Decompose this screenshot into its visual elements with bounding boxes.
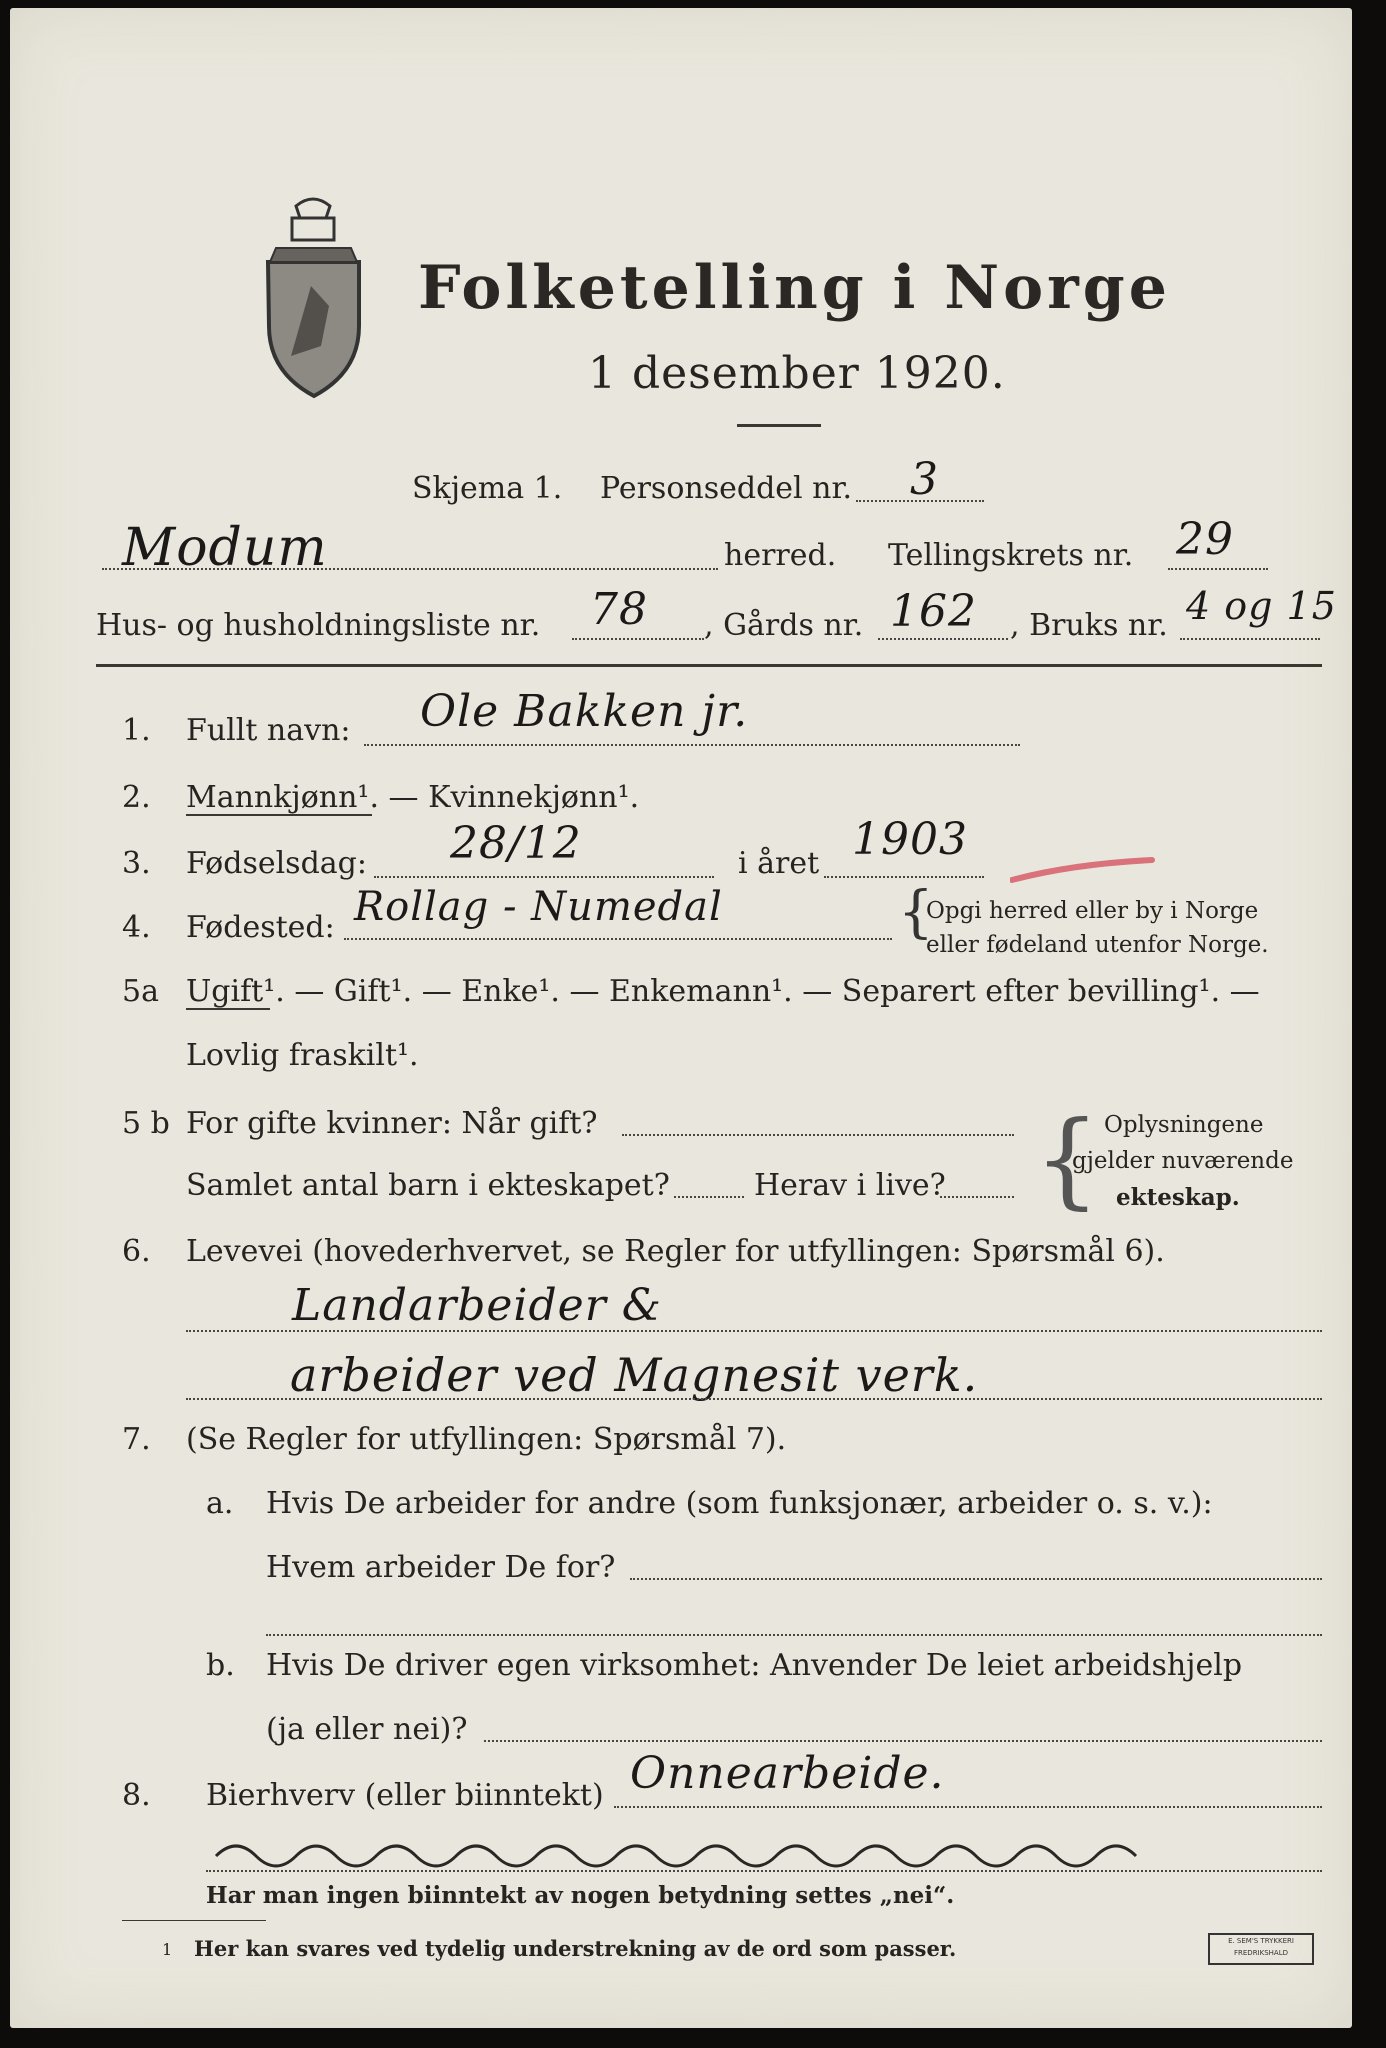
q8-label: Bierhverv (eller biinntekt): [206, 1778, 604, 1813]
husholdningsliste-label: Hus- og husholdningsliste nr.: [96, 608, 541, 643]
norway-coat-of-arms-icon: [256, 196, 371, 411]
q7a-line-1: Hvis De arbeider for andre (som funksjonær, arbeider o. s. v.):: [266, 1486, 1213, 1521]
q5b-number: 5 b: [122, 1106, 170, 1141]
marital-status-underline: [186, 1008, 270, 1010]
q5b-alive-label: Herav i live?: [754, 1168, 946, 1203]
herred-value: Modum: [122, 518, 328, 578]
gards-value: 162: [890, 586, 977, 637]
birthplace-value: Rollag - Numedal: [354, 884, 723, 930]
bruks-value: 4 og 15: [1186, 584, 1337, 628]
footnote-marker: 1: [162, 1940, 173, 1959]
q7b-letter: b.: [206, 1648, 235, 1683]
q5b-note-2: gjelder nuværende: [1072, 1148, 1294, 1174]
q5b-married-when-label: For gifte kvinner: Når gift?: [186, 1106, 598, 1141]
footnote-text: Her kan svares ved tydelig understrekning av de ord som passer.: [194, 1936, 957, 1961]
q7a-letter: a.: [206, 1486, 234, 1521]
q1-label: Fullt navn:: [186, 713, 351, 748]
birth-day-value: 28/12: [450, 818, 582, 869]
census-form-page: Folketelling i Norge 1 desember 1920. Skjema 1. Personseddel nr. 3 Modum herred. Tellingskrets nr. 29 Hus- og husholdningsliste nr. 78 , Gårds nr. 162 , Bruks nr. 4 og 15 1. Fullt navn: Ole Bakken jr. 2. Mannkjønn¹. — Kvinnekjønn¹. 3. Fødselsdag: 28/12 i året 1903 4. Fødested: Rollag - Numedal { Opgi herred eller by i Norge eller fødeland utenfor Norge. 5a Ugift¹. — Gift¹. — Enke¹. — Enkemann¹. — Separert efter bevilling¹. — Lovlig fraskilt¹. 5 b For gifte kvinner: Når gift? Samlet antal barn i ekteskapet? Herav i live? { Oplysningene gjelder nuværende ekteskap. 6. Levevei (hovederhvervet, se Regler for utfyllingen: Spørsmål 6). Landarbeider & arbeider ved Magnesit verk. 7. (Se Regler for utfyllingen: Spørsmål 7). a. Hvis De arbeider for andre (som funksjonær, arbeider o. s. v.): Hvem arbeider De for? b. Hvis De driver egen virksomhet: Anvender De leiet arbeidshjelp (ja eller nei)? 8. Bierhverv (eller biinntekt) Onnearbeide. Har man ingen biinntekt av nogen betydning settes „nei“. 1 Her kan svares ved tydelig understrekning av de ord som passer. E. SEM'S TRYKKERI FREDRIKSHALD: [10, 8, 1352, 2028]
q7a-line-2: Hvem arbeider De for?: [266, 1550, 616, 1585]
side-income-value: Onnearbeide.: [630, 1748, 945, 1799]
q5b-note-1: Oplysningene: [1104, 1112, 1264, 1138]
q2-number: 2.: [122, 780, 151, 815]
gender-underline: [186, 814, 372, 816]
bruks-label: , Bruks nr.: [1010, 608, 1168, 643]
q3-number: 3.: [122, 846, 151, 881]
title-rule: [737, 424, 821, 427]
q5b-children-label: Samlet antal barn i ekteskapet?: [186, 1168, 670, 1203]
header-divider: [96, 664, 1322, 667]
year-label: i året: [738, 846, 820, 881]
q5b-note-3: ekteskap.: [1116, 1184, 1240, 1211]
census-date: 1 desember 1920.: [588, 348, 1006, 399]
herred-label: herred.: [724, 538, 837, 573]
q7b-line-1: Hvis De driver egen virksomhet: Anvender De leiet arbeidshjelp: [266, 1648, 1243, 1683]
gender-options: Mannkjønn¹. — Kvinnekjønn¹.: [186, 780, 640, 815]
q8-number: 8.: [122, 1778, 151, 1813]
personseddel-label: Personseddel nr.: [600, 471, 853, 506]
side-income-note: Har man ingen biinntekt av nogen betydning settes „nei“.: [206, 1882, 955, 1909]
q7b-line-2: (ja eller nei)?: [266, 1712, 468, 1747]
tellingskrets-label: Tellingskrets nr.: [888, 538, 1134, 573]
q4-label: Fødested:: [186, 910, 335, 945]
q7-number: 7.: [122, 1422, 151, 1457]
q6-label: Levevei (hovederhvervet, se Regler for utfyllingen: Spørsmål 6).: [186, 1234, 1165, 1269]
q3-label: Fødselsdag:: [186, 846, 367, 881]
red-pencil-mark: [1010, 856, 1160, 886]
birthplace-note-2: eller fødeland utenfor Norge.: [926, 932, 1269, 958]
full-name-value: Ole Bakken jr.: [420, 686, 749, 737]
birthplace-note-1: Opgi herred eller by i Norge: [926, 898, 1259, 924]
gards-label: , Gårds nr.: [704, 608, 864, 643]
marital-status-options: Ugift¹. — Gift¹. — Enke¹. — Enkemann¹. — Separert efter bevilling¹. —: [186, 974, 1260, 1009]
q6-number: 6.: [122, 1234, 151, 1269]
occupation-value-2: arbeider ved Magnesit verk.: [290, 1348, 979, 1402]
husholdningsliste-value: 78: [590, 584, 648, 635]
marital-status-options-2: Lovlig fraskilt¹.: [186, 1038, 419, 1073]
birth-year-value: 1903: [852, 814, 968, 865]
q5a-number: 5a: [122, 974, 159, 1009]
schema-label: Skjema 1.: [412, 471, 563, 506]
occupation-value-1: Landarbeider &: [292, 1280, 662, 1331]
q4-number: 4.: [122, 910, 151, 945]
tellingskrets-value: 29: [1176, 514, 1234, 565]
personseddel-value: 3: [910, 454, 939, 505]
form-title: Folketelling i Norge: [418, 253, 1171, 323]
struck-out-text-mark: [206, 1826, 1146, 1876]
printer-stamp: E. SEM'S TRYKKERI FREDRIKSHALD: [1208, 1933, 1314, 1965]
q7-label: (Se Regler for utfyllingen: Spørsmål 7).: [186, 1422, 787, 1457]
q1-number: 1.: [122, 713, 151, 748]
